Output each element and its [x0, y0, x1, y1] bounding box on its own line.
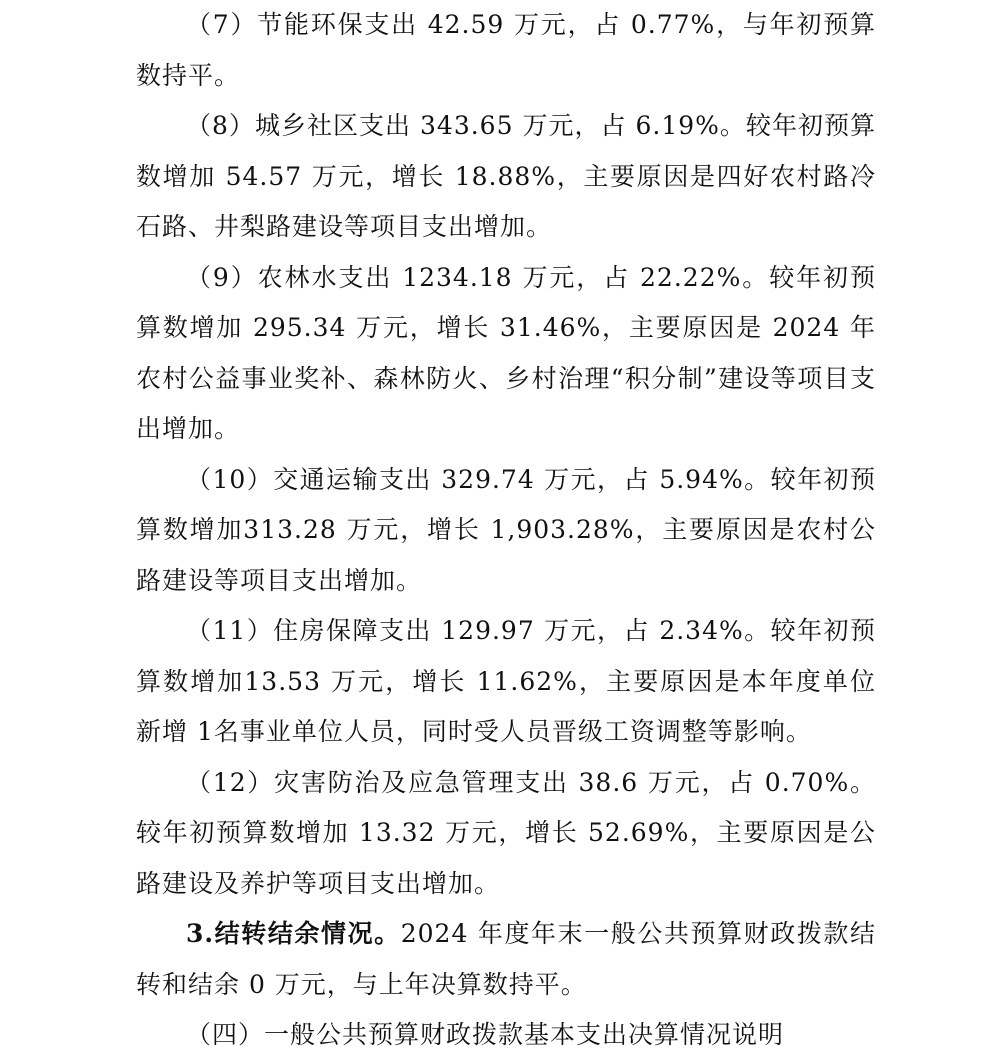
- heading-section-4: （四）一般公共预算财政拨款基本支出决算情况说明: [186, 1020, 785, 1049]
- document-page: [136, 0, 876, 1061]
- paragraph-item-7: （7）节能环保支出 42.59 万元，占 0.77%，与年初预算数持平。: [136, 10, 876, 90]
- paragraph-item-11: （11）住房保障支出 129.97 万元，占 2.34%。较年初预算数增加13.53 万元，增长 11.62%，主要原因是本年度单位新增 1名事业单位人员，同时受人员晋级工资调整等影响。: [136, 616, 876, 746]
- paragraph-item-8: （8）城乡社区支出 343.65 万元，占 6.19%。较年初预算数增加 54.57 万元，增长 18.88%，主要原因是四好农村路冷石路、井梨路建设等项目支出增加。: [136, 111, 876, 241]
- paragraph-item-10: （10）交通运输支出 329.74 万元，占 5.94%。较年初预算数增加313.28 万元，增长 1,903.28%，主要原因是农村公路建设等项目支出增加。: [136, 464, 876, 595]
- section-3-label: 3.结转结余情况。: [186, 919, 401, 948]
- section-3-text: 2024 年度年末一般公共预算财政拨款结转和结余 0 万元，与上年决算数持平。: [136, 919, 876, 999]
- paragraph-item-12: （12）灾害防治及应急管理支出 38.6 万元，占 0.70%。较年初预算数增加 13.32 万元，增长 52.69%，主要原因是公路建设及养护等项目支出增加。: [136, 767, 876, 898]
- paragraph-section-3: [136, 909, 876, 1010]
- paragraph-item-9: （9）农林水支出 1234.18 万元，占 22.22%。较年初预算数增加 295.34 万元，增长 31.46%，主要原因是 2024 年农村公益事业奖补、森林防火、乡村治理“积分制”建设等项目支出增加。: [136, 262, 876, 443]
